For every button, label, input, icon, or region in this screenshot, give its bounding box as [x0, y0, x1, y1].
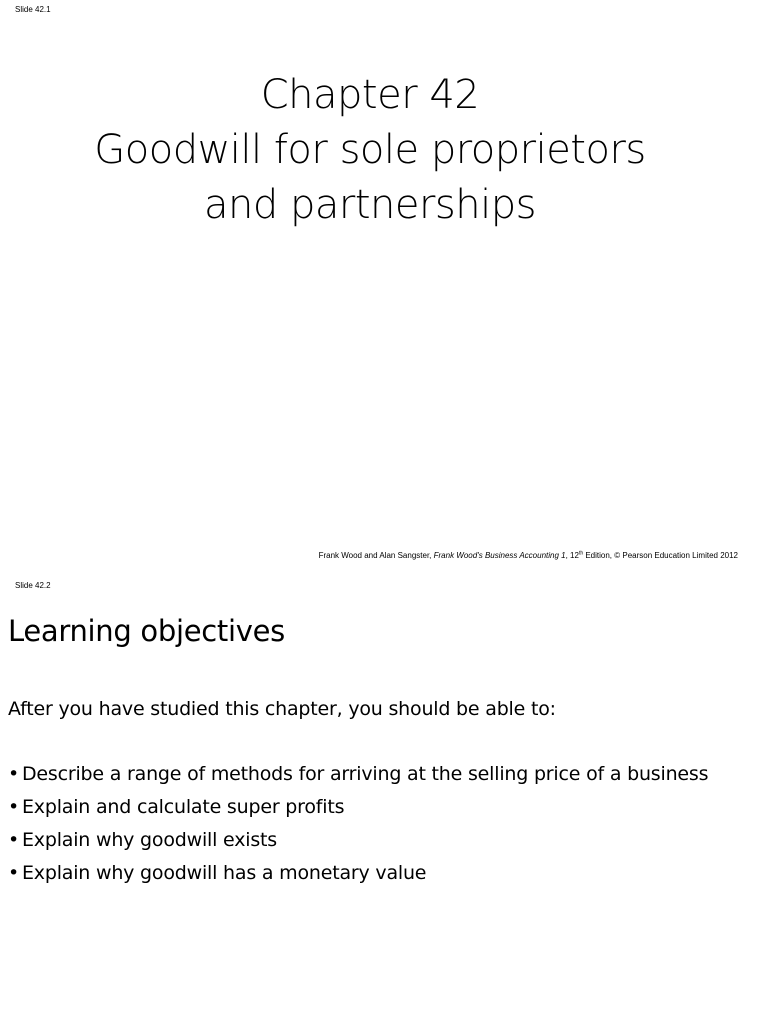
list-item: [8, 762, 708, 795]
bullet-icon: •: [8, 862, 20, 884]
footer-authors: Frank Wood and Alan Sangster,: [318, 551, 434, 560]
footer-book-title: Frank Wood's Business Accounting 1: [433, 551, 566, 560]
slide-42-2: [0, 572, 768, 1024]
slide-heading: Learning objectives: [8, 614, 285, 648]
title-line-topic: Goodwill for sole proprietors: [94, 127, 646, 173]
objective-text: Describe a range of methods for arriving at the selling price of a business: [22, 763, 709, 785]
list-item: [8, 861, 708, 894]
slide-number: Slide 42.1: [15, 5, 51, 14]
objective-text: Explain why goodwill exists: [22, 829, 277, 851]
list-item: [8, 795, 708, 828]
objectives-list: [8, 762, 708, 894]
footer-edition-rest: Edition, © Pearson Education Limited 2012: [583, 551, 738, 560]
bullet-icon: •: [8, 829, 20, 851]
bullet-icon: •: [8, 796, 20, 818]
copyright-footer: [319, 551, 738, 560]
list-item: [8, 828, 708, 861]
title-line-topic-cont: and partnerships: [204, 182, 536, 228]
title-line-chapter: Chapter 42: [260, 72, 480, 118]
bullet-icon: •: [8, 763, 20, 785]
objective-text: Explain why goodwill has a monetary value: [22, 862, 427, 884]
footer-edition-suffix: th: [578, 550, 584, 557]
footer-edition-number: , 12: [565, 551, 579, 560]
objective-text: Explain and calculate super profits: [22, 796, 345, 818]
slide-number: Slide 42.2: [15, 581, 51, 590]
intro-text: After you have studied this chapter, you should be able to:: [8, 698, 556, 720]
chapter-title: [0, 68, 740, 233]
